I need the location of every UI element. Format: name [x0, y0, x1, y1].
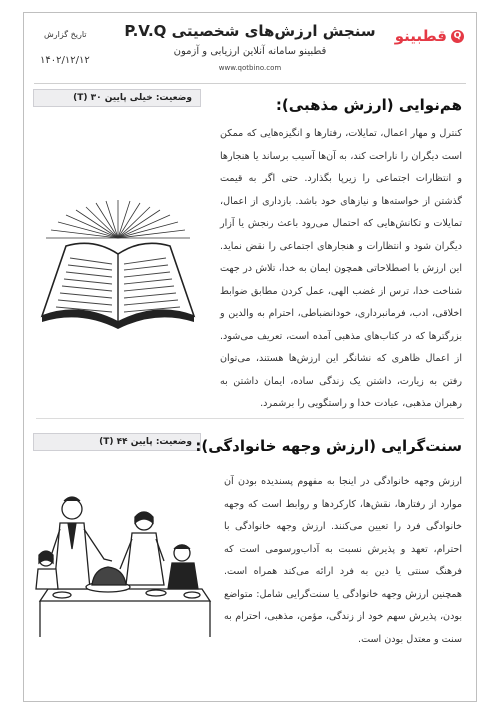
section-divider — [36, 418, 464, 419]
website-link[interactable]: www.qotbino.com — [218, 64, 282, 72]
logo-text: قطبینو — [394, 27, 447, 45]
section-title-conformity: هم‌نوایی (ارزش مذهبی): — [275, 96, 462, 114]
section-text-conformity: کنترل و مهار اعمال، تمایلات، رفتارها و انگیزه‌هایی که ممکن است دیگران را ناراحت کند، به آن‌ها آسیب برساند یا هنجارها و انتظارات اجتماعی را زیرپا بگذارد. حتی اگر به قیمت گذشتن از خواسته‌ها و نیازهای خود باشد. بازداری از اعمال، تمایلات و تکانش‌هایی که احتمال می‌رود باعث رنجش یا آزار دیگران شود و انتظارات و هنجارهای اجتماعی را نقض نماید. این ارزش با اصطلاحاتی همچون ایمان به خدا، تلاش در جهت شناخت خدا، ترس از غضب الهی، عمل کردن مطابق ضوابط اخلاقی، ادب، فرمانبرداری، خودانضباطی، احترام به والدین و بزرگترها که در کتاب‌های مذهبی آمده است، تعریف می‌شود. از اعمال ظاهری که نشانگر این ارزش‌ها هستند، می‌توان رفتن به زیارت، داشتن یک زندگی ساده، ایمان داشتن به رهبران مذهبی، عبادت خدا و راستگویی را برشمرد. — [220, 128, 462, 409]
section-text-tradition: ارزش وجهه خانوادگی در اینجا به مفهوم پسندیده بودن آن موارد از رفتارها، نقش‌ها، کارکردها و روابط است که وجهه خانوادگی فرد را تعیین می‌کنند. ارزش وجهه خانوادگی با احترام، تعهد و پذیرش نسبت به آداب‌ورسومی است که فرهنگ سنتی یا دین به فرد ارائه می‌کند همراه است. همچنین ارزش وجهه خانوادگی یا سنت‌گرایی شامل: متواضع بودن، پذیرش سهم خود از زندگی، مؤمن، مذهبی، احترام به سنت و معتدل بودن است. — [224, 476, 462, 645]
report-title: سنجش ارزش‌های شخصیتی P.V.Q — [124, 22, 376, 40]
status-badge-tradition: وضعیت: پایین ۴۴ (T) — [33, 433, 201, 451]
report-subtitle: قطبینو سامانه آنلاین ارزیابی و آزمون — [173, 46, 327, 57]
report-page — [23, 12, 477, 702]
section-title-tradition: سنت‌گرایی (ارزش وجهه خانوادگی): — [195, 437, 462, 455]
report-date: ۱۴۰۲/۱۲/۱۲ — [40, 55, 90, 66]
open-book-illustration — [36, 198, 201, 352]
header-divider — [34, 83, 466, 84]
status-badge-conformity: وضعیت: خیلی پایین ۳۰ (T) — [33, 89, 201, 107]
report-header — [24, 13, 476, 85]
logo-q-icon: Q — [451, 30, 464, 43]
report-date-label: تاریخ گزارش — [44, 30, 87, 39]
family-dinner-illustration — [32, 489, 217, 643]
